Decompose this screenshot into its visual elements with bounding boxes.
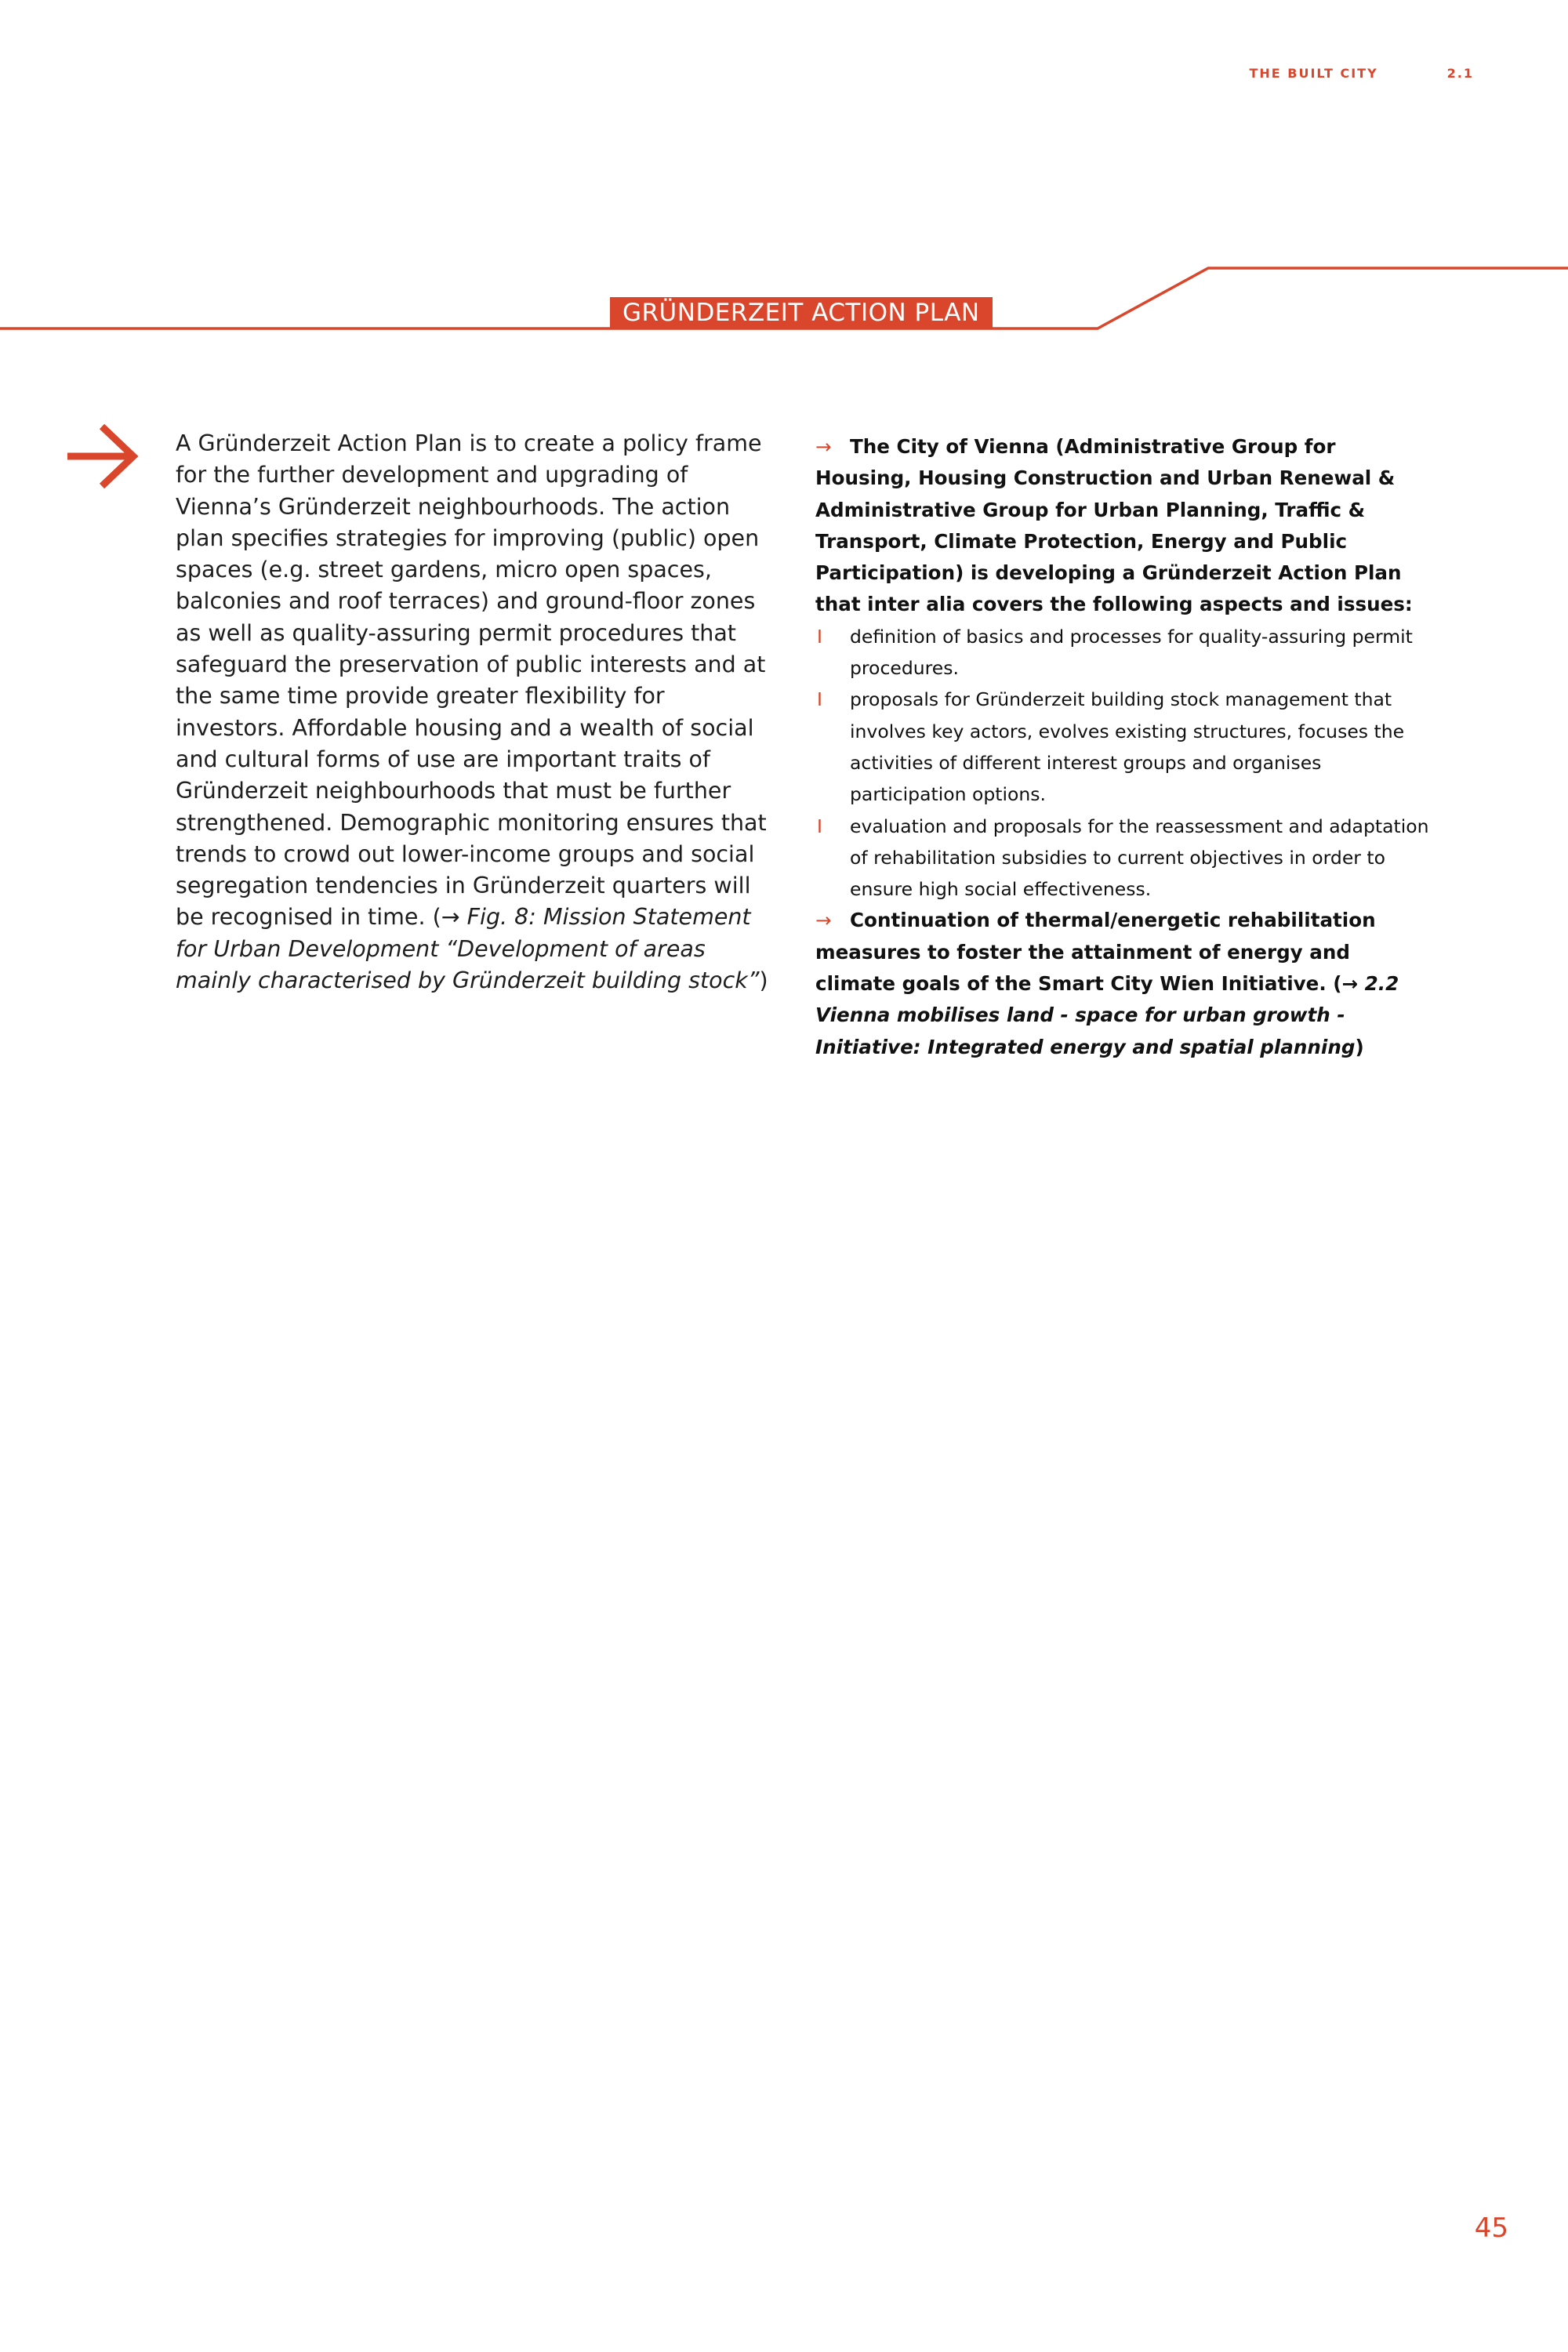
intro-paragraph	[176, 428, 778, 996]
left-column	[176, 428, 778, 996]
section-number: 2.1	[1446, 66, 1474, 81]
intro-body: A Gründerzeit Action Plan is to create a policy frame for the further development and upgrading of Vienna’s Gründerzeit neighbourhoods. The action plan specifies strategies for improving (public) open spaces (e.g. street gardens, micro open spaces, balconies and roof terraces) and ground-floor zones as well as quality-assuring permit procedures that safeguard the preservation of public interests and at the same time provide greater flexibility for investors. Affordable housing and a wealth of social and cultural forms of use are important traits of Gründerzeit neighbourhoods that must be further strengthened. Demographic monitoring ensures that trends to crowd out lower-income groups and social segregation tendencies in Gründerzeit quarters will be recognised in time.	[176, 430, 767, 931]
bullet-bar-icon: I	[817, 688, 822, 711]
measure-2	[815, 905, 1435, 1062]
page-number: 45	[1474, 2212, 1508, 2244]
measure-2-text: Continuation of thermal/energetic rehabilitation measures to foster the attainment of energy and climate goals of the Smart City Wien Initiative.	[815, 909, 1376, 996]
ref-open: (→	[432, 904, 467, 931]
bullet-bar-icon: I	[817, 625, 822, 648]
small-arrow-icon: →	[815, 909, 832, 932]
list-item	[815, 684, 1435, 810]
section-name: THE BUILT CITY	[1249, 66, 1378, 81]
small-arrow-icon: →	[815, 435, 832, 458]
list-item-text: definition of basics and processes for quality-assuring permit procedures.	[850, 625, 1413, 680]
ref-text: 2.2 Vienna mobilises land - space for urban growth - Initiative: Integrated energy and spatial planning	[815, 972, 1399, 1058]
list-item-text: proposals for Gründerzeit building stock management that involves key actors, evolves existing structures, focuses the activities of different interest groups and organises participation options.	[850, 688, 1405, 806]
list-item	[815, 621, 1435, 684]
list-item-text: evaluation and proposals for the reassessment and adaptation of rehabilitation subsidies to current objectives in order to ensure high social effectiveness.	[850, 815, 1429, 901]
ref-close: )	[759, 967, 768, 994]
running-head	[1249, 66, 1474, 81]
arrow-right-icon	[64, 422, 143, 491]
right-column	[815, 431, 1435, 1063]
section-title: GRÜNDERZEIT ACTION PLAN	[610, 297, 993, 328]
ref-open: (→	[1326, 972, 1365, 996]
bullet-bar-icon: I	[817, 815, 822, 837]
measure-1	[815, 431, 1435, 621]
ref-text: Fig. 8: Mission Statement for Urban Development “Development of areas mainly characterised by Gründerzeit building stock”	[176, 904, 760, 994]
ref-close: )	[1355, 1035, 1364, 1058]
list-item	[815, 811, 1435, 906]
measure-1-text: The City of Vienna (Administrative Group for Housing, Housing Construction and Urban Renewal & Administrative Group for Urban Planning, Traffic & Transport, Climate Protection, Energy and Public Participation) is developing a Gründerzeit Action Plan that inter alia covers the following aspects and issues:	[815, 435, 1413, 616]
